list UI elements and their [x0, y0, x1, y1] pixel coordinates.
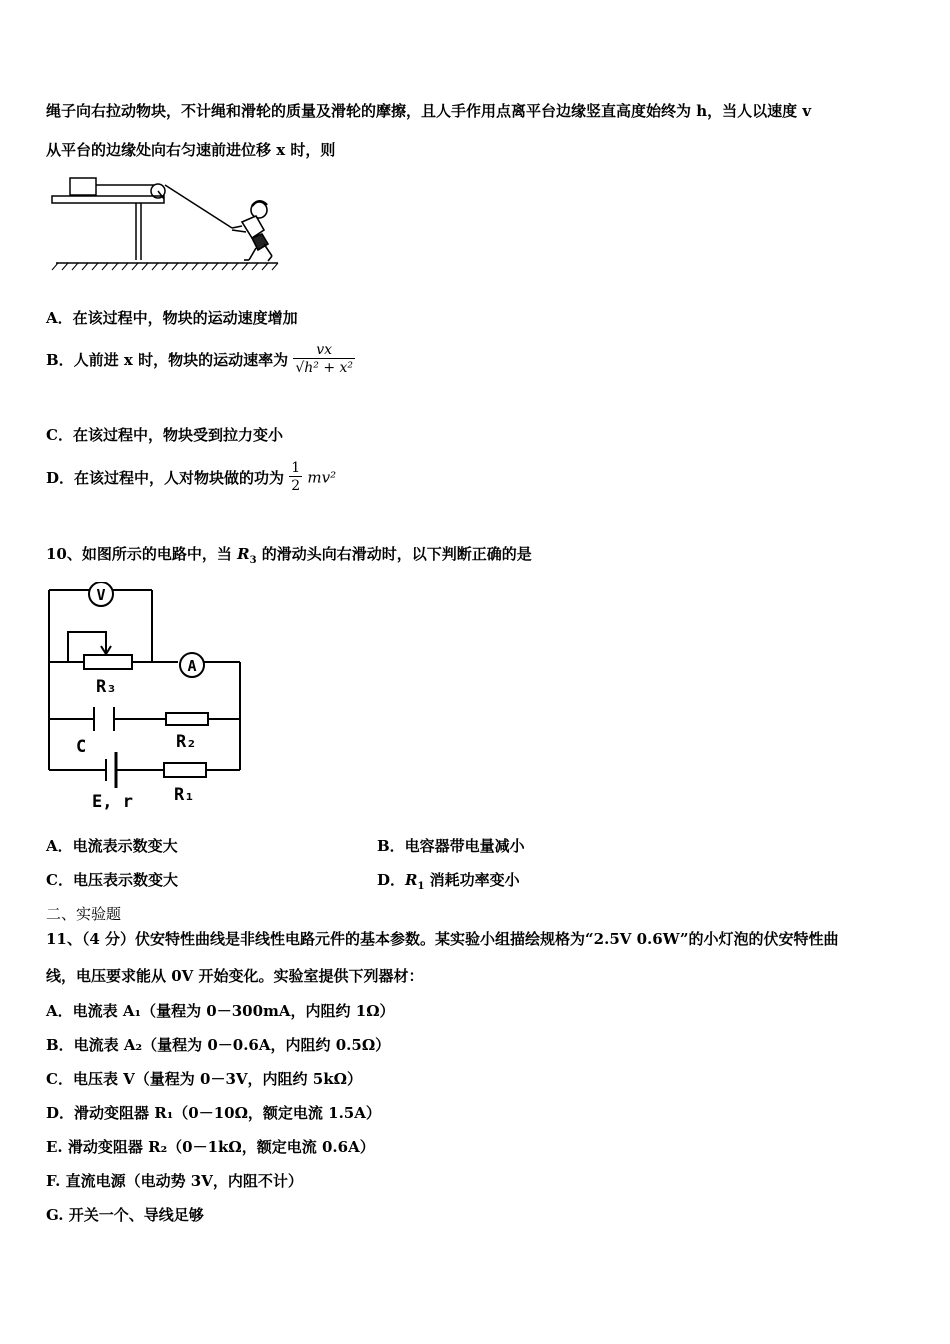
q9-option-d-text: D．在该过程中，人对物块做的功为	[46, 469, 285, 487]
q9-stem-line1: 绳子向右拉动物块，不计绳和滑轮的质量及滑轮的摩擦，且人手作用点离平台边缘竖直高度始终为 h，当人以速度 v	[46, 102, 812, 120]
q9-option-b	[46, 342, 355, 377]
q10-option-d-post: 消耗功率变小	[424, 871, 520, 889]
q10-option-c: C．电压表示数变大	[46, 871, 178, 889]
q10-option-b: B．电容器带电量减小	[377, 837, 525, 855]
q11-option-a: A．电流表 A₁（量程为 0－300mA，内阻约 1Ω）	[46, 1002, 395, 1020]
q11-option-d: D．滑动变阻器 R₁（0－10Ω，额定电流 1.5A）	[46, 1104, 381, 1122]
q11-option-f: F. 直流电源（电动势 3V，内阻不计）	[46, 1172, 303, 1190]
q10-stem-post: 的滑动头向右滑动时，以下判断正确的是	[256, 545, 532, 563]
r3-label: R₃	[96, 677, 117, 697]
q10-option-d-var: R	[405, 871, 418, 889]
q11-option-c: C．电压表 V（量程为 0－3V，内阻约 5kΩ）	[46, 1070, 362, 1088]
pulley-figure	[46, 168, 286, 274]
formula-denominator: √h² + x²	[295, 360, 354, 376]
q11-option-g: G. 开关一个、导线足够	[46, 1206, 204, 1224]
formula-numerator: vx	[316, 342, 333, 358]
battery-label: E, r	[92, 792, 133, 812]
q10-stem-pre: 10、如图所示的电路中，当	[46, 545, 238, 563]
q10-option-d	[377, 870, 520, 897]
q10-option-d-sub: 1	[417, 881, 425, 892]
r1-label: R₁	[174, 785, 195, 805]
q10-stem-sub: 3	[249, 555, 257, 566]
fraction-numerator: 1	[291, 460, 301, 476]
q9-option-a: A．在该过程中，物块的运动速度增加	[46, 309, 298, 327]
person-icon	[232, 201, 272, 261]
circuit-diagram	[44, 582, 249, 814]
fraction-denominator: 2	[291, 478, 301, 494]
q9-option-d-tail: mv²	[307, 468, 337, 487]
q10-option-d-pre: D．	[377, 871, 406, 889]
q9-option-b-text: B．人前进 x 时，物块的运动速率为	[46, 351, 289, 369]
q11-stem-line1: 11、（4 分）伏安特性曲线是非线性电路元件的基本参数。某实验小组描绘规格为“2.5V 0.6W”的小灯泡的伏安特性曲	[46, 930, 839, 948]
q9-stem-line2: 从平台的边缘处向右匀速前进位移 x 时，则	[46, 141, 336, 159]
q9-option-c: C．在该过程中，物块受到拉力变小	[46, 426, 283, 444]
capacitor-label: C	[76, 737, 87, 757]
ammeter-label: A	[187, 657, 197, 675]
voltmeter-label: V	[96, 586, 106, 604]
q9-option-d-fraction	[289, 460, 302, 495]
q11-option-e: E. 滑动变阻器 R₂（0－1kΩ，额定电流 0.6A）	[46, 1138, 375, 1156]
section-heading: 二、实验题	[46, 905, 122, 923]
q9-option-d	[46, 460, 336, 495]
q11-stem-line2: 线，电压要求能从 0V 开始变化。实验室提供下列器材：	[46, 967, 424, 985]
q10-option-a: A．电流表示数变大	[46, 837, 178, 855]
q10-stem	[46, 544, 532, 571]
r2-label: R₂	[176, 732, 197, 752]
q11-option-b: B．电流表 A₂（量程为 0－0.6A，内阻约 0.5Ω）	[46, 1036, 391, 1054]
q10-stem-var: R	[237, 545, 250, 563]
q9-option-b-formula	[293, 342, 355, 377]
